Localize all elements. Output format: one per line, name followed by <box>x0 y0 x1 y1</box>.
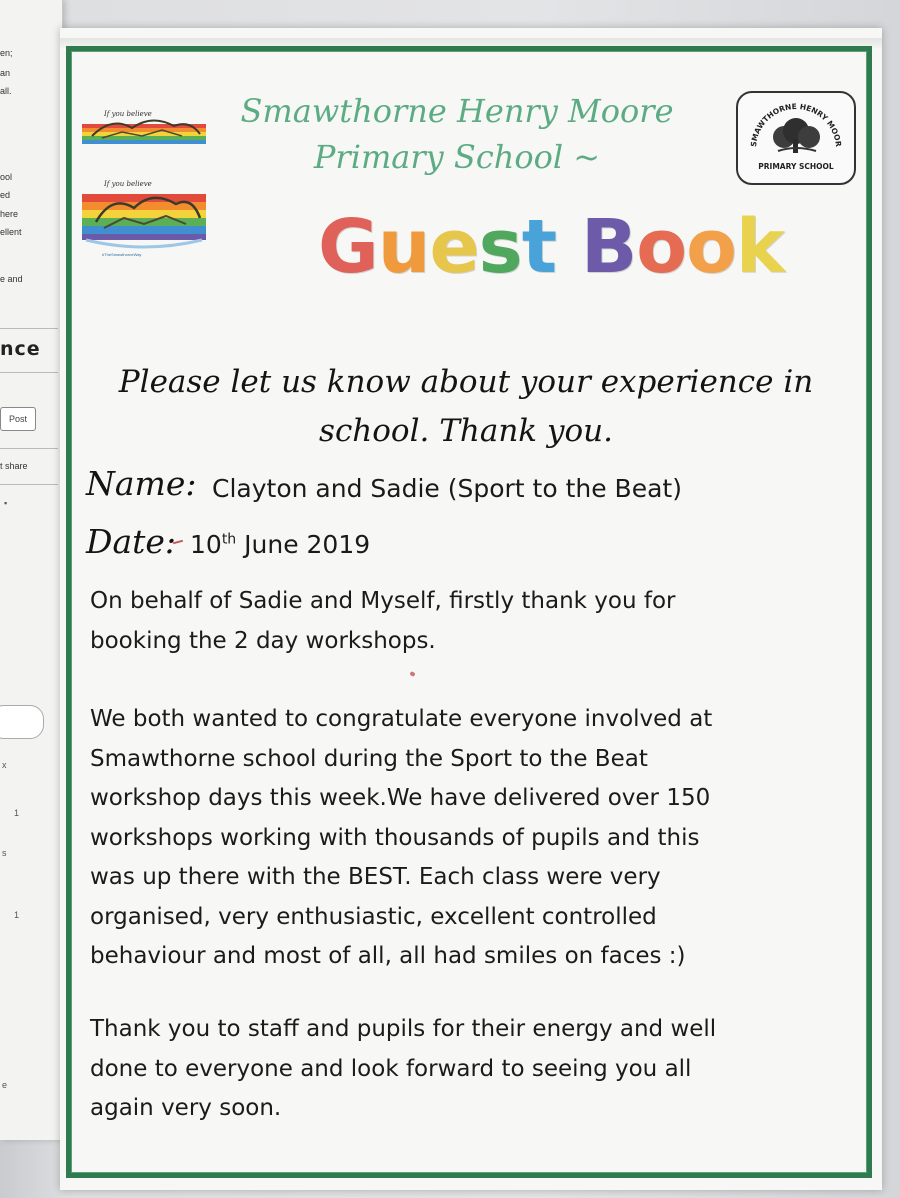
title-letter: e <box>429 204 479 290</box>
name-value: Clayton and Sadie (Sport to the Beat) <box>212 474 682 503</box>
printout-mark: e <box>2 1080 8 1090</box>
printout-icon: ▪ <box>4 498 8 508</box>
logo-hashtag: #TheSmawthorneWay <box>102 252 142 257</box>
printout-heading-fragment: nce <box>0 338 41 360</box>
printout-divider <box>0 372 58 373</box>
title-letter: t <box>521 204 557 290</box>
printout-divider <box>0 448 58 449</box>
printout-mark: s <box>2 848 7 858</box>
prompt-line1: Please let us know about your experience in <box>118 364 814 400</box>
printout-divider <box>0 484 58 485</box>
title-letter: B <box>580 204 637 290</box>
title-letter: s <box>478 204 522 290</box>
rainbow-logo <box>82 178 206 260</box>
tree-emblem-icon <box>738 93 854 183</box>
printout-mark: 1 <box>14 910 20 920</box>
logo-tagline: If you believe <box>104 110 152 118</box>
title-letter: G <box>318 204 378 290</box>
printout-share-fragment: t share <box>0 461 28 471</box>
school-emblem <box>736 91 856 185</box>
guest-book-poster <box>60 28 882 1190</box>
guest-book-title <box>318 204 785 290</box>
emblem-arc-text: SMAWTHORNE HENRY MOOR <box>749 101 843 148</box>
date-suffix: th <box>221 531 237 548</box>
date-label: Date: <box>86 522 177 561</box>
title-letter: o <box>636 204 687 290</box>
printout-text-fragment: ool <box>0 172 13 182</box>
message-paragraph-2: We both wanted to congratulate everyone involved at Smawthorne school during the Sport to the Beat workshop days this week.We have delivered over 150 workshops working with thousands of pupils and this was up there with the BEST. Each class were very organised, very enthusiastic, excellent controlled behaviour and most of all, all had smiles on faces :) <box>90 706 713 969</box>
name-label: Name: <box>86 464 197 503</box>
printout-text-fragment: all. <box>0 86 12 96</box>
rainbow-icon <box>82 178 206 260</box>
printout-text-fragment: here <box>0 209 19 219</box>
prompt-line2: school. Thank you. <box>319 413 613 449</box>
title-letter <box>556 204 581 290</box>
printout-mark: x <box>2 760 7 770</box>
rainbow-logo <box>82 110 206 146</box>
date-month-year: June 2019 <box>236 530 371 559</box>
date-value <box>190 530 370 559</box>
printout-text-fragment: e and <box>0 274 23 284</box>
printout-input-outline <box>0 705 44 739</box>
school-name-line2: Primary School ~ <box>313 138 601 176</box>
title-letter: u <box>377 204 430 290</box>
printout-text-fragment: en; <box>0 48 13 58</box>
emblem-bottom-text: PRIMARY SCHOOL <box>758 162 834 171</box>
printout-text-fragment: ellent <box>0 227 22 237</box>
printout-text-fragment: ed <box>0 190 11 200</box>
message-paragraph-3: Thank you to staff and pupils for their energy and well done to everyone and look forward to seeing you all again very soon. <box>90 1016 717 1121</box>
printout-divider <box>0 328 58 329</box>
school-name-line1: Smawthorne Henry Moore <box>240 92 674 130</box>
message-paragraph-1: On behalf of Sadie and Myself, firstly thank you for booking the 2 day workshops. <box>90 588 676 654</box>
date-day: 10 <box>190 530 222 559</box>
printout-post-button: Post <box>0 407 36 431</box>
adjacent-printout <box>0 0 63 1140</box>
title-letter: k <box>735 204 785 290</box>
printout-mark: 1 <box>14 808 20 818</box>
printout-text-fragment: an <box>0 68 11 78</box>
prompt-text <box>86 358 846 456</box>
school-name <box>222 88 692 180</box>
logo-tagline: If you believe <box>104 180 152 188</box>
title-letter: o <box>686 204 736 290</box>
